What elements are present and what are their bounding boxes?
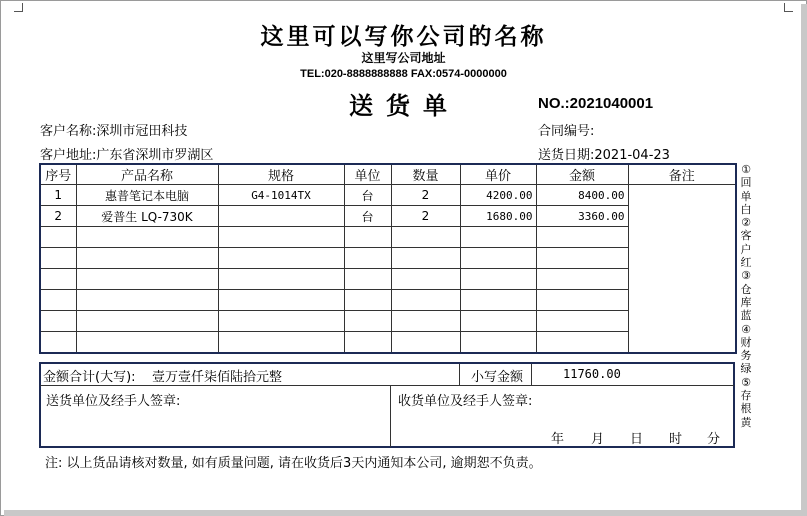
col-header-qty: 数量: [391, 164, 460, 185]
cell-qty: 2: [391, 206, 460, 227]
side-char: ①: [741, 163, 751, 176]
side-char: 回: [740, 176, 752, 190]
side-char: 绿: [740, 362, 752, 376]
cell-qty: 2: [391, 185, 460, 206]
total-small-label: 小写金额: [471, 370, 524, 385]
delivery-date-value: 2021-04-23: [594, 148, 670, 163]
totals-divider: [459, 364, 460, 385]
side-char: 单: [740, 189, 752, 203]
sender-signature-label: 送货单位及经手人签章:: [46, 394, 181, 409]
cell-price: 1680.00: [460, 206, 536, 227]
contract-no-row: [538, 120, 594, 139]
page-shadow-right: [801, 4, 807, 516]
side-char: 仓: [740, 282, 752, 296]
goods-table: [39, 163, 737, 354]
side-char: 白: [740, 202, 752, 216]
col-header-spec: 规格: [218, 164, 344, 185]
contract-no-label: 合同编号:: [538, 124, 595, 139]
side-char: 户: [740, 242, 752, 256]
total-capital-label: 金额合计(大写):: [43, 370, 136, 385]
document-number: NO.:2021040001: [538, 95, 654, 112]
date-year-label: 年: [551, 432, 565, 447]
table-header-row: [40, 164, 736, 185]
cell-unit: 台: [344, 185, 391, 206]
cell-no: 1: [40, 185, 76, 206]
signature-divider: [390, 385, 391, 447]
customer-address-row: [40, 144, 213, 163]
document-title: 送货单: [349, 91, 460, 120]
table-row: [40, 185, 736, 206]
date-month-label: 月: [591, 432, 605, 447]
side-char: 根: [740, 402, 752, 416]
signature-area: [39, 385, 735, 448]
customer-address-label: 客户地址:: [40, 148, 97, 163]
cell-product: 爱普生 LQ-730K: [76, 206, 218, 227]
totals-row: [39, 362, 735, 386]
col-header-no: 序号: [40, 164, 76, 185]
cell-product: 惠普笔记本电脑: [76, 185, 218, 206]
col-header-amount: 金额: [536, 164, 628, 185]
total-capital-value: 壹万壹仟柒佰陆拾元整: [152, 370, 283, 385]
customer-address-value: 广东省深圳市罗湖区: [96, 148, 214, 163]
side-char: 务: [740, 349, 752, 363]
cell-amount: 3360.00: [536, 206, 628, 227]
col-header-product: 产品名称: [76, 164, 218, 185]
side-char: 客: [740, 229, 752, 243]
footer-note: 注: 以上货品请核对数量, 如有质量问题, 请在收货后3天内通知本公司, 逾期恕不负责。: [45, 456, 542, 471]
totals-divider: [531, 364, 532, 385]
side-char: ②: [741, 216, 751, 230]
side-char: 财: [740, 335, 752, 349]
total-small-value: 11760.00: [563, 367, 621, 381]
side-char: 红: [740, 256, 752, 270]
company-address: 这里写公司地址: [361, 51, 446, 65]
company-contact: TEL:020-8888888888 FAX:0574-0000000: [300, 68, 507, 80]
margin-corner-mark-left: [14, 3, 23, 12]
customer-name-label: 客户名称:: [40, 124, 97, 139]
col-header-unit: 单位: [344, 164, 391, 185]
side-char: 存: [740, 389, 752, 403]
cell-amount: 8400.00: [536, 185, 628, 206]
cell-note: [628, 185, 736, 354]
date-day-label: 日: [630, 432, 644, 447]
col-header-price: 单价: [460, 164, 536, 185]
side-char: ⑤: [741, 375, 751, 389]
page-shadow-bottom: [4, 510, 807, 516]
receiver-signature-label: 收货单位及经手人签章:: [398, 394, 533, 409]
delivery-date-row: [538, 144, 670, 163]
customer-name-value: 深圳市冠田科技: [96, 124, 188, 139]
side-char: ③: [741, 269, 751, 283]
company-name: 这里可以写你公司的名称: [260, 23, 547, 50]
col-header-note: 备注: [628, 164, 736, 185]
side-char: 库: [740, 295, 752, 309]
cell-spec: G4-1014TX: [218, 185, 344, 206]
cell-unit: 台: [344, 206, 391, 227]
cell-no: 2: [40, 206, 76, 227]
side-char: ④: [741, 322, 751, 336]
date-minute-label: 分: [707, 432, 721, 447]
cell-price: 4200.00: [460, 185, 536, 206]
side-char: 黄: [740, 415, 752, 429]
cell-spec: [218, 206, 344, 227]
margin-corner-mark-right: [784, 3, 793, 12]
date-hour-label: 时: [669, 432, 683, 447]
customer-name-row: [40, 120, 187, 139]
copy-distribution-note: [738, 163, 754, 429]
delivery-date-label: 送货日期:: [538, 148, 595, 163]
side-char: 蓝: [740, 309, 752, 323]
